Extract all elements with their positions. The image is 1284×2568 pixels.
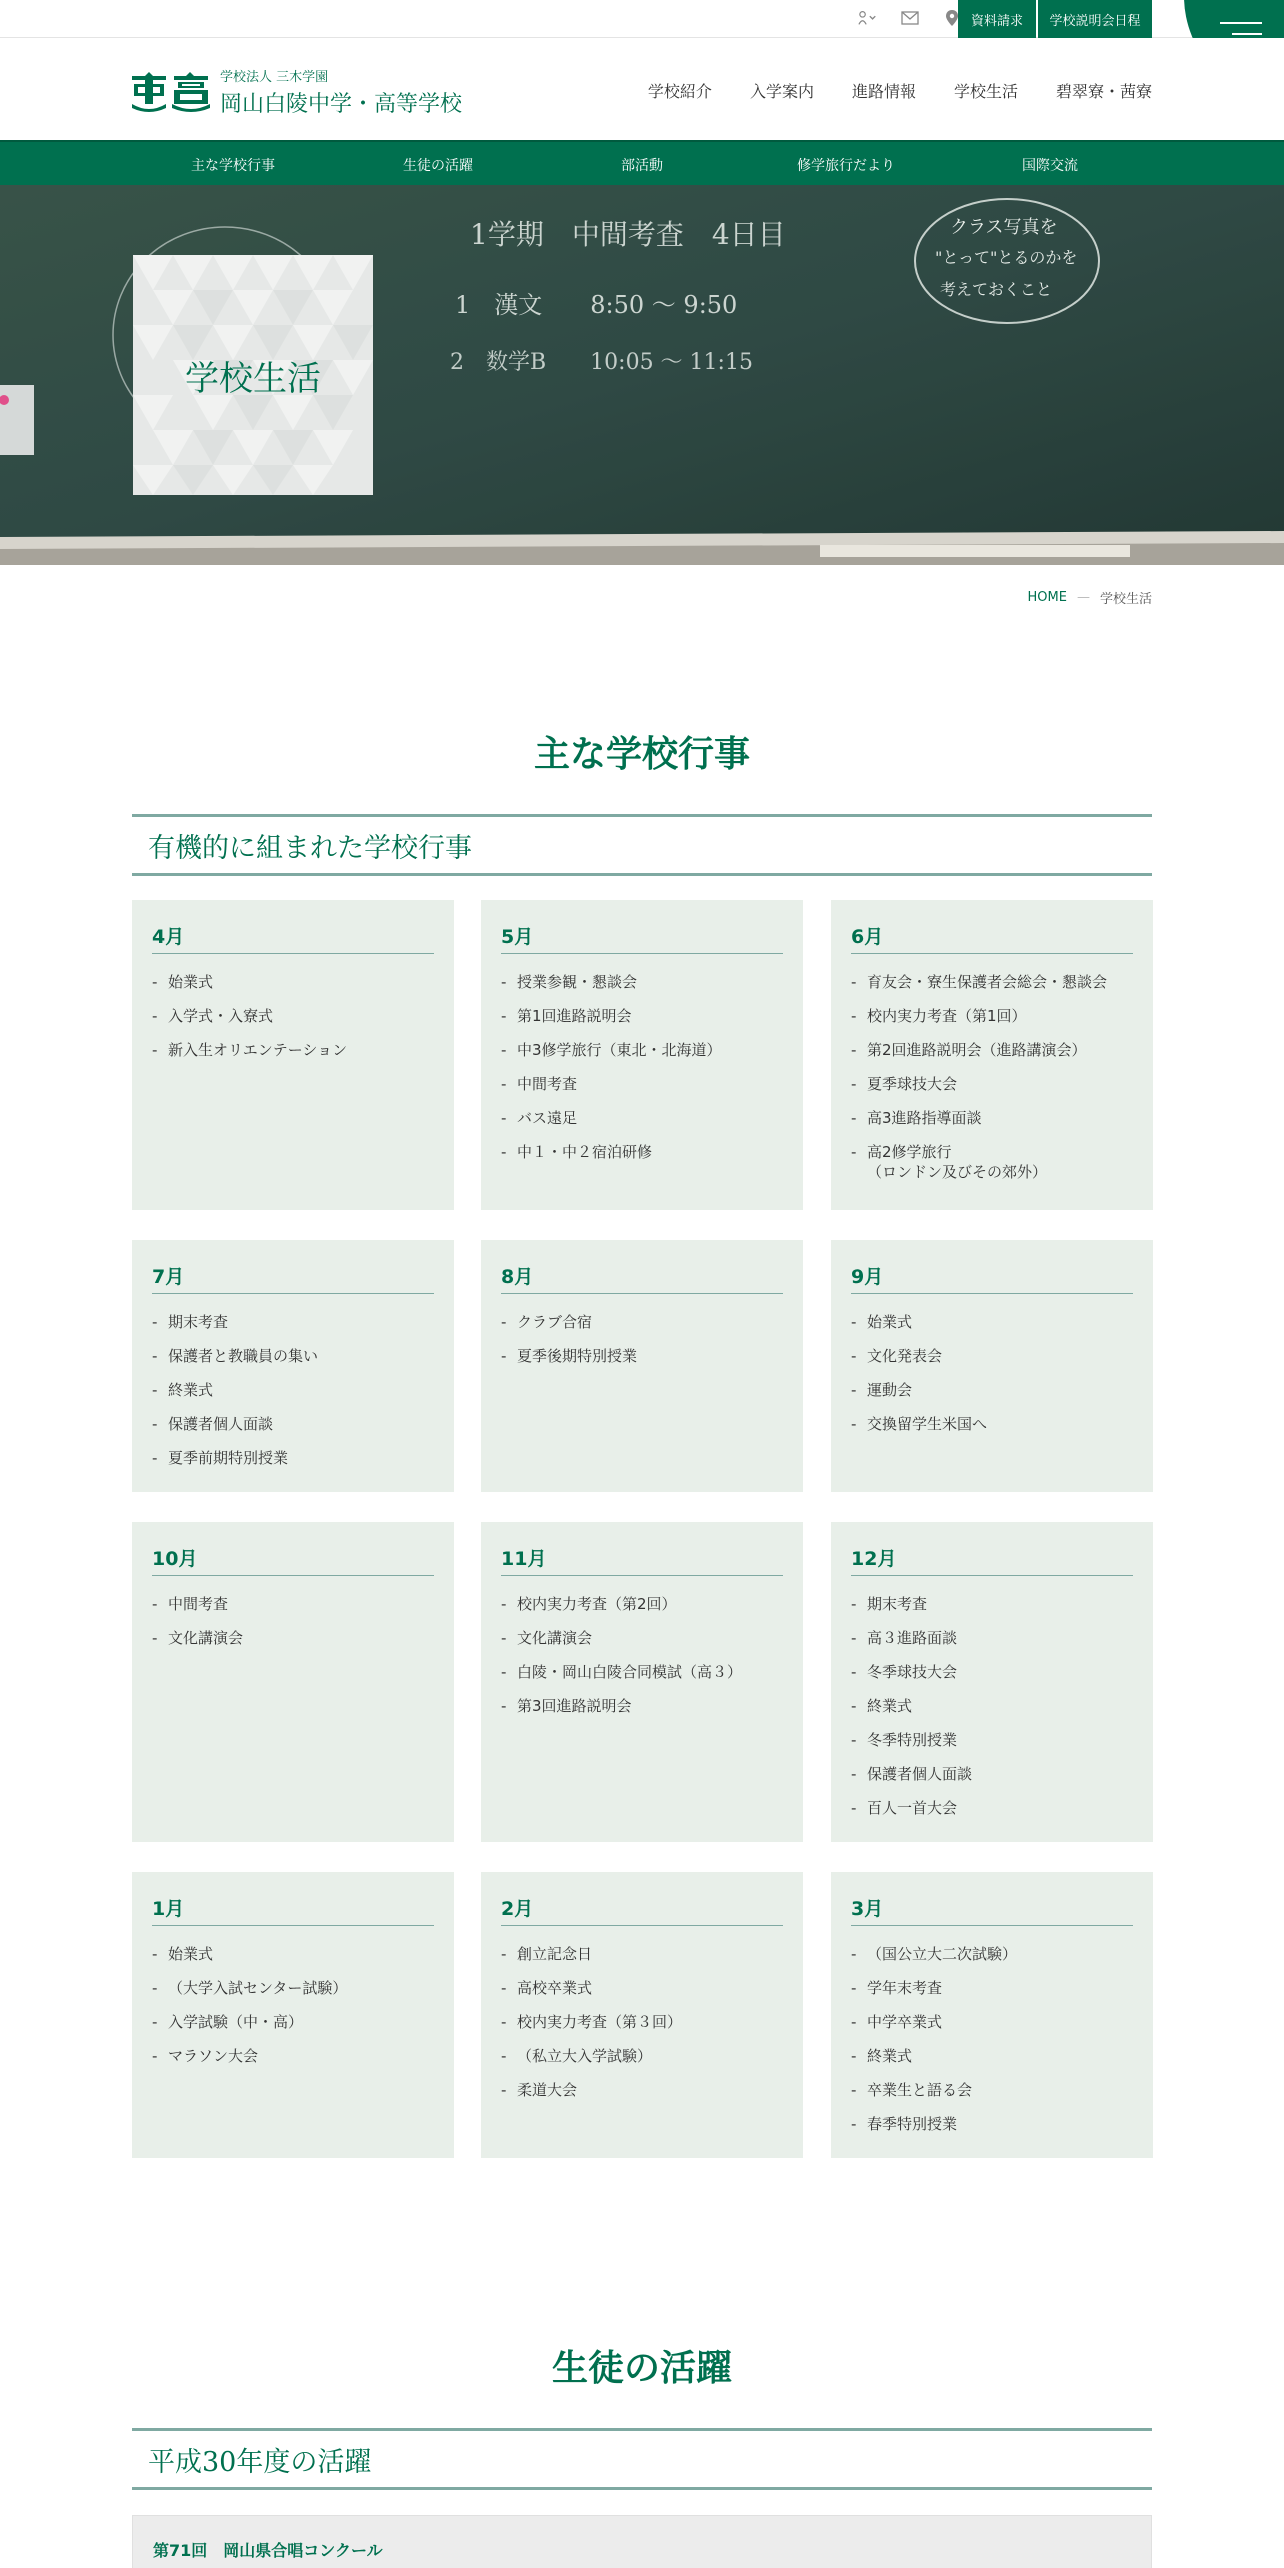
event-item: - 入学試験（中・高） xyxy=(152,2012,434,2032)
event-item: - 百人一首大会 xyxy=(851,1798,1133,1818)
month-card xyxy=(132,1522,454,1842)
activity-title[interactable]: 第71回 岡山県合唱コンクール xyxy=(153,2541,383,2560)
month-heading: 6月 xyxy=(851,922,1133,954)
subnav-activities[interactable]: 生徒の活躍 xyxy=(403,158,473,174)
event-item: - 第1回進路説明会 xyxy=(501,1006,783,1026)
band-title-activities: 平成30年度の活躍 xyxy=(148,2446,372,2478)
sub-nav xyxy=(0,140,1284,185)
event-item: - 運動会 xyxy=(851,1380,1133,1400)
chalk-note-1: クラス写真を xyxy=(950,217,1058,238)
event-item: - バス遠足 xyxy=(501,1108,783,1128)
event-list xyxy=(501,1312,783,1366)
event-item: - 春季特別授業 xyxy=(851,2114,1133,2134)
section-band-activities xyxy=(132,2428,1152,2490)
event-item: - 冬季球技大会 xyxy=(851,1662,1133,1682)
event-item: - 中間考査 xyxy=(152,1594,434,1614)
subnav-school-trip[interactable]: 修学旅行だより xyxy=(797,158,895,174)
section-band-events xyxy=(132,814,1152,876)
month-heading: 5月 xyxy=(501,922,783,954)
request-materials-button[interactable]: 資料請求 xyxy=(958,0,1036,38)
event-item: - 学年末考査 xyxy=(851,1978,1133,1998)
month-card xyxy=(481,900,803,1210)
event-item: - 始業式 xyxy=(152,1944,434,1964)
event-item: - 創立記念日 xyxy=(501,1944,783,1964)
month-heading: 4月 xyxy=(152,922,434,954)
event-item: - 中3修学旅行（東北・北海道） xyxy=(501,1040,783,1060)
event-item: - 終業式 xyxy=(851,1696,1133,1716)
event-item: - 第3回進路説明会 xyxy=(501,1696,783,1716)
month-heading: 1月 xyxy=(152,1894,434,1926)
activity-item[interactable] xyxy=(132,2515,1152,2568)
breadcrumb-current: 学校生活 xyxy=(1099,592,1152,607)
breadcrumb-separator: — xyxy=(1076,590,1090,605)
mail-icon[interactable] xyxy=(900,8,920,28)
event-item: - 期末考査 xyxy=(851,1594,1133,1614)
month-heading: 2月 xyxy=(501,1894,783,1926)
month-heading: 7月 xyxy=(152,1262,434,1294)
logo-title: 岡山白陵中学・高等学校 xyxy=(220,92,463,117)
event-item: - 文化発表会 xyxy=(851,1346,1133,1366)
event-item: - 高校卒業式 xyxy=(501,1978,783,1998)
info-session-schedule-button[interactable]: 学校説明会日程 xyxy=(1038,0,1152,38)
subnav-events[interactable]: 主な学校行事 xyxy=(191,158,275,174)
month-card xyxy=(481,1522,803,1842)
event-item: - 始業式 xyxy=(152,972,434,992)
event-item: - 中１・中２宿泊研修 xyxy=(501,1142,783,1162)
event-item: - 校内実力考査（第2回） xyxy=(501,1594,783,1614)
hero-title-box xyxy=(133,255,373,495)
event-item: - 冬季特別授業 xyxy=(851,1730,1133,1750)
event-item: - 保護者個人面談 xyxy=(152,1414,434,1434)
event-item: - 新入生オリエンテーション xyxy=(152,1040,434,1060)
utility-bar xyxy=(0,0,1284,38)
chalk-note-2: "とって"とるのかを xyxy=(935,248,1078,267)
month-card xyxy=(831,1240,1153,1492)
event-list xyxy=(851,972,1133,1182)
event-list xyxy=(851,1594,1133,1818)
event-item: - 高3進路指導面談 xyxy=(851,1108,1133,1128)
breadcrumb xyxy=(1028,588,1152,607)
event-item: - （国公立大二次試験） xyxy=(851,1944,1133,1964)
event-item: - 高2修学旅行 （ロンドン及びその郊外） xyxy=(851,1142,1133,1182)
chalk-line-2: 1 漢文 8:50 〜 9:50 xyxy=(455,291,738,319)
event-item: - 白陵・岡山白陵合同模試（高３） xyxy=(501,1662,783,1682)
chalk-line-1: 1学期 中間考査 4日目 xyxy=(470,218,786,251)
utility-icons xyxy=(858,8,962,28)
chalk-note-3: 考えておくこと xyxy=(940,280,1053,299)
month-heading: 9月 xyxy=(851,1262,1133,1294)
event-item: - 高３進路面談 xyxy=(851,1628,1133,1648)
event-item: - 文化講演会 xyxy=(501,1628,783,1648)
event-item: - 交換留学生米国へ xyxy=(851,1414,1133,1434)
event-item: - 育友会・寮生保護者会総会・懇談会 xyxy=(851,972,1133,992)
event-item: - 終業式 xyxy=(851,2046,1133,2066)
event-item: - 始業式 xyxy=(851,1312,1133,1332)
nav-school-life[interactable]: 学校生活 xyxy=(953,82,1018,101)
event-item: - 校内実力考査（第３回） xyxy=(501,2012,783,2032)
month-card xyxy=(132,1872,454,2158)
month-card xyxy=(831,1522,1153,1842)
event-list xyxy=(152,1594,434,1648)
section-title-activities: 生徒の活躍 xyxy=(551,2347,732,2389)
event-item: - 中学卒業式 xyxy=(851,2012,1133,2032)
month-heading: 3月 xyxy=(851,1894,1133,1926)
page-title: 学校生活 xyxy=(185,358,321,399)
school-crest-icon xyxy=(130,70,210,114)
header xyxy=(0,38,1284,140)
month-card xyxy=(481,1240,803,1492)
nav-about[interactable]: 学校紹介 xyxy=(647,82,712,101)
chalk-line-3: 2 数学B 10:05 〜 11:15 xyxy=(450,350,753,375)
event-item: - 校内実力考査（第1回） xyxy=(851,1006,1133,1026)
user-icon[interactable] xyxy=(858,8,878,28)
event-list xyxy=(152,1944,434,2066)
event-item: - 夏季前期特別授業 xyxy=(152,1448,434,1468)
month-card xyxy=(132,900,454,1210)
event-item: - 終業式 xyxy=(152,1380,434,1400)
hero-banner xyxy=(0,185,1284,565)
subnav-international[interactable]: 国際交流 xyxy=(1022,158,1078,174)
nav-admission[interactable]: 入学案内 xyxy=(749,82,814,101)
month-card xyxy=(831,1872,1153,2158)
event-item: - 夏季球技大会 xyxy=(851,1074,1133,1094)
month-heading: 11月 xyxy=(501,1544,783,1576)
event-item: - 中間考査 xyxy=(501,1074,783,1094)
month-card xyxy=(481,1872,803,2158)
event-list xyxy=(501,972,783,1162)
event-item: - 卒業生と語る会 xyxy=(851,2080,1133,2100)
event-list xyxy=(501,1594,783,1716)
event-item: - クラブ合宿 xyxy=(501,1312,783,1332)
event-item: - 期末考査 xyxy=(152,1312,434,1332)
event-item: - 入学式・入寮式 xyxy=(152,1006,434,1026)
event-item: - 第2回進路説明会（進路講演会） xyxy=(851,1040,1133,1060)
event-list xyxy=(851,1944,1133,2134)
event-item: - 授業参観・懇談会 xyxy=(501,972,783,992)
event-list xyxy=(152,1312,434,1468)
event-list xyxy=(851,1312,1133,1434)
event-item: - マラソン大会 xyxy=(152,2046,434,2066)
breadcrumb-home[interactable]: HOME xyxy=(1027,590,1067,605)
event-item: - 保護者個人面談 xyxy=(851,1764,1133,1784)
nav-dormitory[interactable]: 碧翠寮・茜寮 xyxy=(1055,82,1152,101)
band-title-events: 有機的に組まれた学校行事 xyxy=(148,832,472,864)
event-list xyxy=(501,1944,783,2100)
month-card xyxy=(831,900,1153,1210)
month-heading: 12月 xyxy=(851,1544,1133,1576)
month-heading: 8月 xyxy=(501,1262,783,1294)
event-item: - 柔道大会 xyxy=(501,2080,783,2100)
section-title-events: 主な学校行事 xyxy=(533,733,750,775)
logo-subtitle: 学校法人 三木学園 xyxy=(220,70,329,85)
main-nav xyxy=(648,79,1152,102)
event-item: - （私立大入学試験） xyxy=(501,2046,783,2066)
subnav-clubs[interactable]: 部活動 xyxy=(621,158,663,174)
month-card xyxy=(132,1240,454,1492)
event-item: - 文化講演会 xyxy=(152,1628,434,1648)
month-heading: 10月 xyxy=(152,1544,434,1576)
event-list xyxy=(152,972,434,1060)
nav-career[interactable]: 進路情報 xyxy=(851,82,916,101)
event-item: - （大学入試センター試験） xyxy=(152,1978,434,1998)
event-item: - 夏季後期特別授業 xyxy=(501,1346,783,1366)
school-logo[interactable] xyxy=(130,66,462,118)
event-item: - 保護者と教職員の集い xyxy=(152,1346,434,1366)
